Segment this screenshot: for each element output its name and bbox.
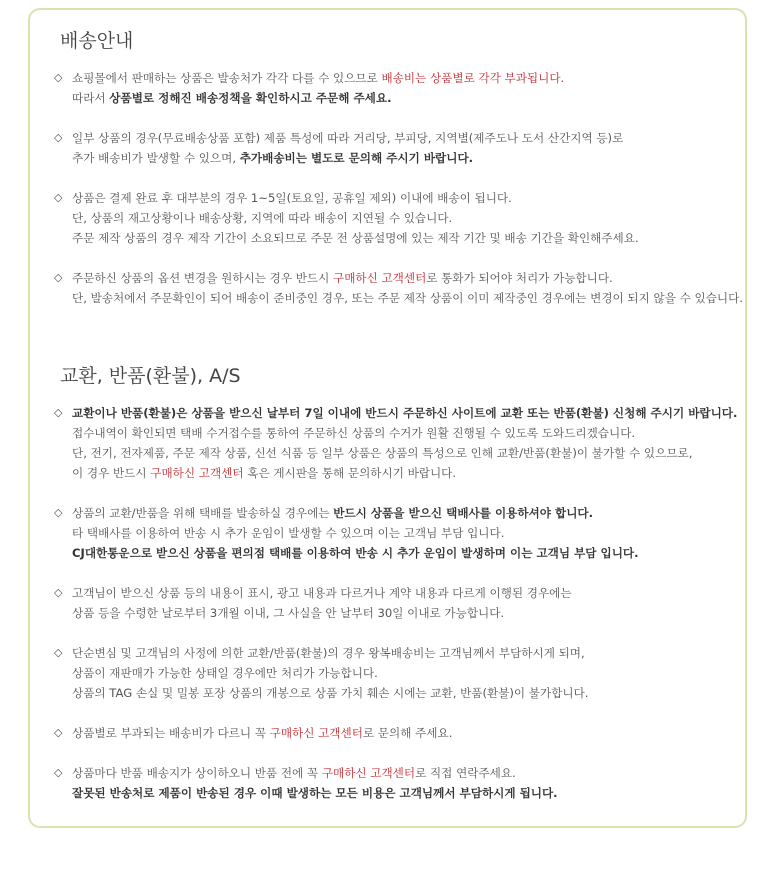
- exchange-item: [54, 583, 754, 623]
- text-line: [54, 208, 754, 228]
- bold-text: 잘못된 반송처로 제품이 반송된 경우 이때 발생하는 모든 비용은 고객님께서 부담하시게 됩니다.: [72, 786, 558, 800]
- body-text: 상품의 TAG 손실 및 밀봉 포장 상품의 개봉으로 상품 가치 훼손 시에는 교환, 반품(환불)이 불가합니다.: [72, 686, 589, 700]
- bold-text: CJ대한통운으로 받으신 상품을 편의점 택배를 이용하여 반송 시 추가 운임이 발생하며 이는 고객님 부담 입니다.: [72, 546, 639, 560]
- body-text: 접수내역이 확인되면 택배 수거접수를 통하여 주문하신 상품의 수거가 원활 진행될 수 있도록 도와드리겠습니다.: [72, 426, 636, 440]
- body-text: 고객님이 받으신 상품 등의 내용이 표시, 광고 내용과 다르거나 계약 내용과 다르게 이행된 경우에는: [72, 586, 572, 600]
- body-text: 상품은 결제 완료 후 대부분의 경우 1~5일(토요일, 공휴일 제외) 이내에 배송이 됩니다.: [72, 191, 512, 205]
- body-text: 로 통화가 되어야 처리가 가능합니다.: [426, 271, 613, 285]
- body-text: 주문 제작 상품의 경우 제작 기간이 소요되므로 주문 전 상품설명에 있는 제작 기간 및 배송 기간을 확인해주세요.: [72, 231, 639, 245]
- body-text: 상품 등을 수령한 날로부터 3개월 이내, 그 사실을 안 날부터 30일 이내로 가능합니다.: [72, 606, 505, 620]
- text-line: [54, 523, 754, 543]
- body-text: 단, 전기, 전자제품, 주문 제작 상품, 신선 식품 등 일부 상품은 상품의 특성으로 인해 교환/반품(환불)이 불가할 수 있으므로,: [72, 446, 693, 460]
- shipping-item: [54, 128, 754, 168]
- bullet-line: [54, 268, 754, 288]
- body-text: 주문하신 상품의 옵션 변경을 원하시는 경우 반드시: [72, 271, 333, 285]
- text-line: [54, 603, 754, 623]
- body-text: 로 문의해 주세요.: [362, 726, 453, 740]
- text-line: [54, 543, 754, 563]
- text-line: [54, 288, 754, 308]
- highlight-text: 구매하신 고객센터: [321, 766, 416, 780]
- body-text: 단, 발송처에서 주문확인이 되어 배송이 준비중인 경우, 또는 주문 제작 상품이 이미 제작중인 경우에는 변경이 되지 않을 수 있습니다.: [72, 291, 743, 305]
- body-text: 이 경우 반드시: [72, 466, 151, 480]
- bold-text: 상품별로 정해진 배송정책을 확인하시고 주문해 주세요.: [109, 91, 392, 105]
- body-text: 상품이 재판매가 가능한 상태일 경우에만 처리가 가능합니다.: [72, 666, 378, 680]
- info-box: [28, 8, 747, 828]
- bold-text: 추가배송비는 별도로 문의해 주시기 바랍니다.: [239, 151, 474, 165]
- text-line: [54, 683, 754, 703]
- shipping-heading: [52, 30, 143, 52]
- exchange-item: [54, 763, 754, 803]
- bullet-line: [54, 643, 754, 663]
- bold-text: 교환이나 반품(환불)은 상품을 받으신 날부터 7일 이내에 반드시 주문하신 사이트에 교환 또는 반품(환불) 신청해 주시기 바랍니다.: [72, 406, 738, 420]
- body-text: 상품의 교환/반품을 위해 택배를 발송하실 경우에는: [72, 506, 334, 520]
- text-line: [54, 228, 754, 248]
- body-text: 쇼핑몰에서 판매하는 상품은 발송처가 각각 다를 수 있으므로: [72, 71, 382, 85]
- highlight-text: 구매하신 고객센터: [333, 271, 427, 285]
- bullet-line: [54, 583, 754, 603]
- exchange-item: [54, 503, 754, 563]
- body-text: 로 직접 연락주세요.: [415, 766, 516, 780]
- exchange-item: [54, 643, 754, 703]
- body-text: 단순변심 및 고객님의 사정에 의한 교환/반품(환불)의 경우 왕복배송비는 고객님께서 부담하시게 되며,: [72, 646, 585, 660]
- shipping-item: [54, 68, 754, 108]
- text-line: [54, 423, 754, 443]
- bullet-line: [54, 188, 754, 208]
- body-text: 일부 상품의 경우(무료배송상품 포함) 제품 특성에 따라 거리당, 부피당, 지역별(제주도나 도서 산간지역 등)로: [72, 131, 624, 145]
- bullet-line: [54, 503, 754, 523]
- bullet-line: [54, 763, 754, 783]
- text-line: [54, 463, 754, 483]
- highlight-text: 배송비는 상품별로 각각 부과됩니다.: [381, 71, 565, 85]
- shipping-title: 배송안내: [60, 30, 134, 52]
- body-text: 단, 상품의 재고상황이나 배송상황, 지역에 따라 배송이 지연될 수 있습니다.: [72, 211, 453, 225]
- exchange-section: [54, 403, 754, 803]
- highlight-text: 구매하신 고객센터: [150, 466, 244, 480]
- exchange-item: [54, 403, 754, 483]
- bold-text: 반드시 상품을 받으신 택배사를 이용하셔야 합니다.: [333, 506, 593, 520]
- body-text: 추가 배송비가 발생할 수 있으며,: [72, 151, 240, 165]
- body-text: 상품별로 부과되는 배송비가 다르니 꼭: [72, 726, 270, 740]
- bullet-line: [54, 723, 754, 743]
- exchange-heading: [52, 365, 251, 387]
- text-line: [54, 663, 754, 683]
- shipping-section: [54, 68, 754, 308]
- exchange-item: [54, 723, 754, 743]
- highlight-text: 구매하신 고객센터: [269, 726, 363, 740]
- text-line: [54, 443, 754, 463]
- bullet-line: [54, 68, 754, 88]
- body-text: 상품마다 반품 배송지가 상이하오니 반품 전에 꼭: [72, 766, 322, 780]
- body-text: 따라서: [72, 91, 110, 105]
- text-line: [54, 783, 754, 803]
- shipping-item: [54, 268, 754, 308]
- exchange-title: 교환, 반품(환불), A/S: [60, 365, 241, 387]
- bullet-line: [54, 128, 754, 148]
- body-text: 혹은 게시판을 통해 문의하시기 바랍니다.: [243, 466, 457, 480]
- text-line: [54, 148, 754, 168]
- text-line: [54, 88, 754, 108]
- bullet-line: [54, 403, 754, 423]
- body-text: 타 택배사를 이용하여 반송 시 추가 운임이 발생할 수 있으며 이는 고객님 부담 입니다.: [72, 526, 505, 540]
- shipping-item: [54, 188, 754, 248]
